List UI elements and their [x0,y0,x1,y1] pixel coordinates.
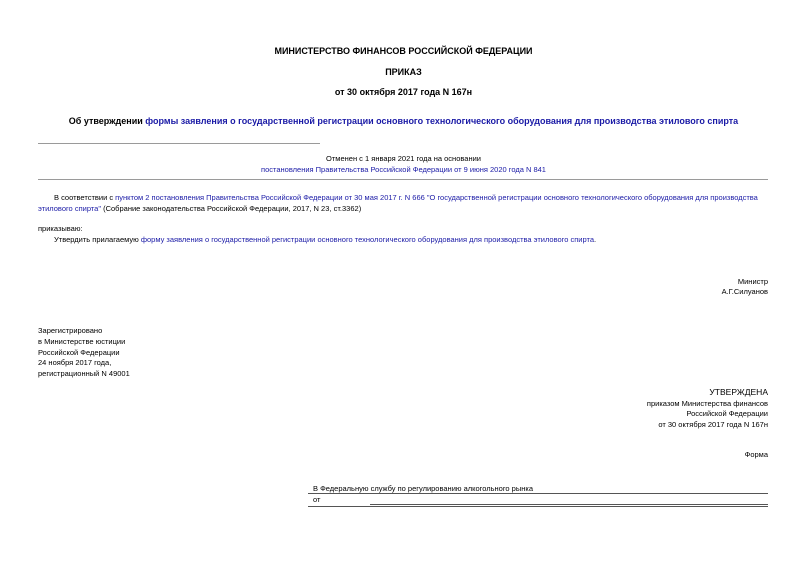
cancellation-note: Отменен с 1 января 2021 года на основании [326,154,481,163]
cancellation-link[interactable]: постановления Правительства Российской Федерации от 9 июня 2020 года N 841 [261,165,546,174]
registration-line: 24 ноября 2017 года, [38,358,112,367]
addressee-to: В Федеральную службу по регулированию алкогольного рынка [313,484,533,493]
approval-line: приказом Министерства финансов [646,399,768,408]
doc-date-number: от 30 октября 2017 года N 167н [334,87,473,97]
addressee-bottom-rule [308,506,768,507]
preamble-decree-link[interactable]: пунктом 2 постановления Правительства Российской Федерации от 30 мая 2017 г. N 666 "О государственной регистрации основного технологического оборудования для производства этилового спирта" [38,193,758,213]
ministry-heading: МИНИСТЕРСТВО ФИНАНСОВ РОССИЙСКОЙ ФЕДЕРАЦИИ [274,46,533,56]
order-form-link[interactable]: форму заявления о государственной регистрации основного технологического оборудования для производства этилового спирта [140,235,595,244]
short-divider [38,143,320,144]
addressee-from-field[interactable] [370,504,768,505]
form-label: Форма [744,450,768,459]
order-label: приказываю: [38,224,83,233]
addressee-from-label: от [313,495,321,504]
registration-line: Зарегистрировано [38,326,103,335]
preamble-paragraph [38,192,770,214]
order-text-after: . [594,235,597,244]
order-text [54,234,596,245]
approval-line: от 30 октября 2017 года N 167н [658,420,768,429]
signature-position: Министр [737,277,768,286]
preamble-text: В соответствии с [54,193,116,202]
approval-line: Российской Федерации [686,409,768,418]
signature-name: А.Г.Силуанов [721,287,768,296]
registration-line: регистрационный N 49001 [38,369,130,378]
title-prefix: Об утверждении [68,116,146,126]
registration-line: в Министерстве юстиции [38,337,126,346]
preamble-source: (Собрание законодательства Российской Федерации, 2017, N 23, ст.3362) [101,204,362,213]
document-title [0,116,807,127]
full-divider [38,179,768,180]
addressee-to-underline [308,493,768,494]
order-text-before: Утвердить прилагаемую [54,235,141,244]
registration-line: Российской Федерации [38,348,120,357]
title-form-link[interactable]: формы заявления о государственной регистрации основного технологического оборудования для производства этилового спирта [145,116,739,126]
approval-heading: УТВЕРЖДЕНА [709,387,768,397]
doc-type-heading: ПРИКАЗ [385,67,422,77]
